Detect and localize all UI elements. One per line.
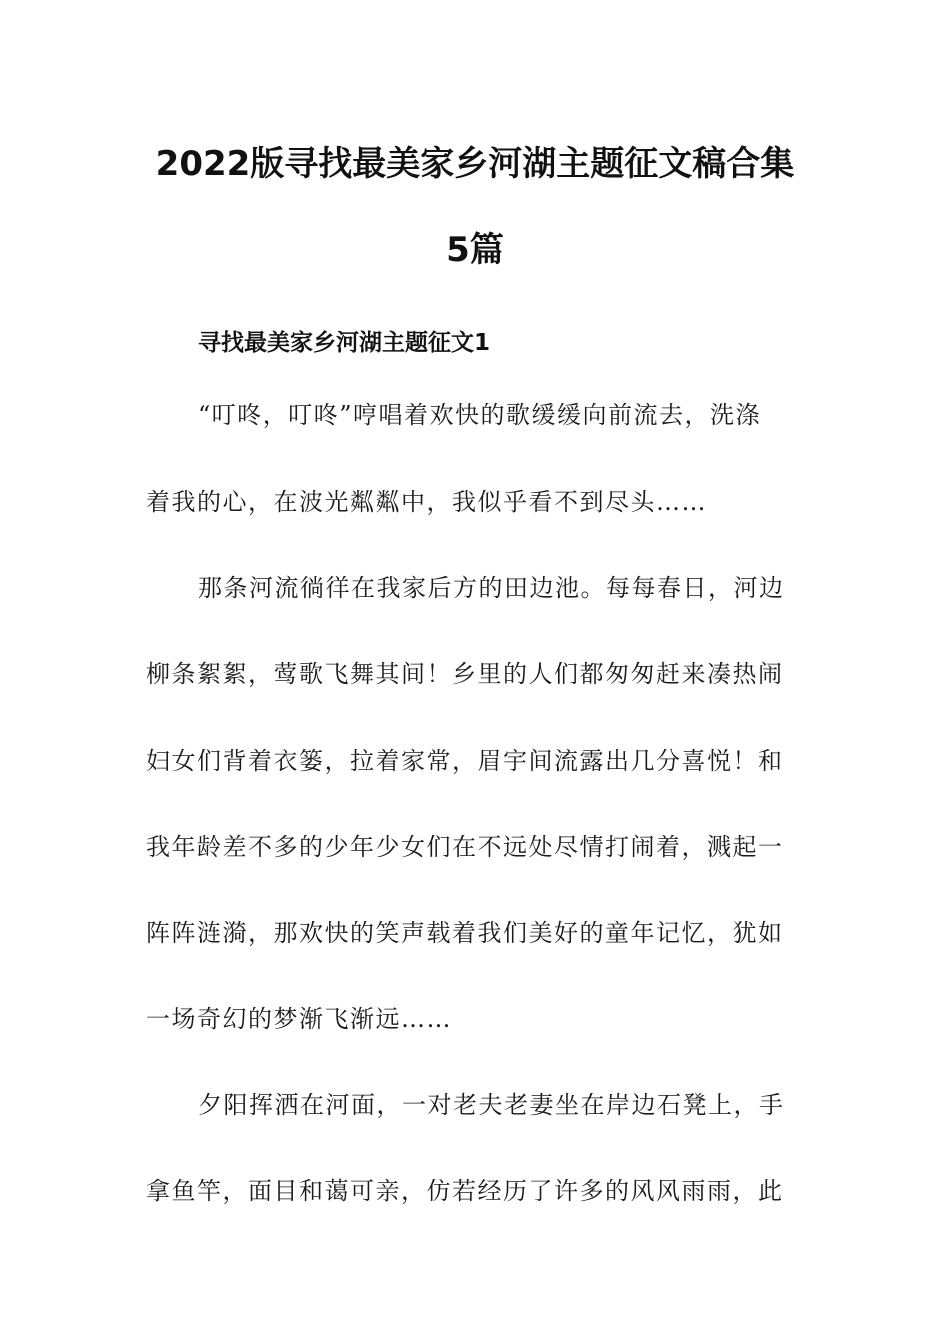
body-line-9: 夕阳挥洒在河面，一对老夫老妻坐在岸边石凳上，手 (198, 1091, 785, 1119)
body-line-2: 着我的心，在波光粼粼中，我似乎看不到尽头…… (146, 488, 707, 516)
document-title-line-1: 2022版寻找最美家乡河湖主题征文稿合集 (155, 144, 795, 184)
body-line-7: 阵阵涟漪，那欢快的笑声载着我们美好的童年记忆，犹如 (146, 919, 784, 947)
body-line-3: 那条河流徜徉在我家后方的田边池。每每春日，河边 (198, 574, 785, 602)
body-line-6: 我年龄差不多的少年少女们在不远处尽情打闹着，溅起一 (146, 833, 784, 861)
body-line-5: 妇女们背着衣篓，拉着家常，眉宇间流露出几分喜悦！和 (146, 747, 784, 775)
body-line-4: 柳条絮絮，莺歌飞舞其间！乡里的人们都匆匆赶来凑热闹 (146, 660, 784, 688)
section-heading: 寻找最美家乡河湖主题征文1 (198, 330, 491, 356)
document-title-line-2: 5篇 (446, 230, 504, 270)
body-line-8: 一场奇幻的梦渐飞渐远…… (146, 1005, 452, 1033)
body-line-10: 拿鱼竿，面目和蔼可亲，仿若经历了许多的风风雨雨，此 (146, 1177, 784, 1205)
body-line-1: “叮咚，叮咚”哼唱着欢快的歌缓缓向前流去，洗涤 (198, 401, 762, 429)
